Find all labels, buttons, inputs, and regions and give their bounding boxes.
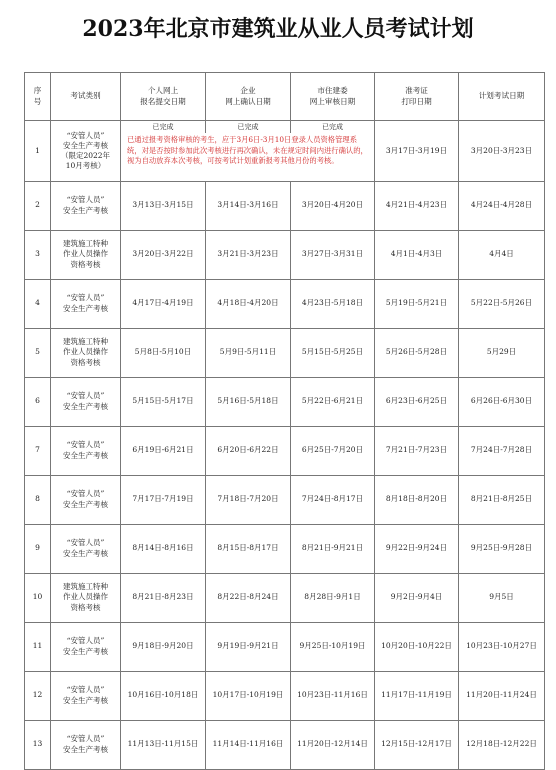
row-type-line: 建筑施工特种: [63, 337, 108, 347]
status-personal: 已完成: [121, 121, 206, 134]
row-type: [51, 426, 121, 475]
row-seq: 10: [25, 573, 51, 622]
row-bureau: 10月23日-11月16日: [291, 671, 375, 720]
row-enterprise: 9月19日-9月21日: [206, 622, 291, 671]
header-enterprise: 企业 网上确认日期: [206, 73, 291, 121]
row-type-line: “安管人员”: [66, 440, 105, 450]
header-bureau: 市住建委 网上审核日期: [291, 73, 375, 121]
row-type-line: 建筑施工特种: [63, 582, 108, 592]
row-personal: 6月19日-6月21日: [121, 426, 206, 475]
row-exam: 3月20日-3月23日: [459, 121, 545, 182]
row-enterprise: 5月16日-5月18日: [206, 377, 291, 426]
row-enterprise: 8月22日-8月24日: [206, 573, 291, 622]
header-personal: 个人网上 报名提交日期: [121, 73, 206, 121]
page-title: 2023年北京市建筑业从业人员考试计划: [82, 16, 474, 42]
row-admit: 12月15日-12月17日: [375, 720, 459, 769]
row-type-line: “安管人员”: [66, 636, 105, 646]
row-personal: 9月18日-9月20日: [121, 622, 206, 671]
row-type-line: “安管人员”: [66, 195, 105, 205]
row-seq: 4: [25, 279, 51, 328]
row-admit: 6月23日-6月25日: [375, 377, 459, 426]
row-admit: 4月1日-4月3日: [375, 230, 459, 279]
row-type-line: 资格考核: [70, 259, 101, 269]
row-exam: 9月5日: [459, 573, 545, 622]
row-personal: 8月14日-8月16日: [121, 524, 206, 573]
row-type-line: “安管人员”: [66, 685, 105, 695]
row-seq: 1: [25, 121, 51, 182]
row-type-line: 安全生产考核: [63, 499, 108, 509]
header-seq: 序 号: [25, 73, 51, 121]
table-row: [25, 671, 545, 720]
row-admit: 9月22日-9月24日: [375, 524, 459, 573]
row-personal: 7月17日-7月19日: [121, 475, 206, 524]
row-admit: 5月26日-5月28日: [375, 328, 459, 377]
row-type-line: “安管人员”: [66, 293, 105, 303]
row-type-line: 资格考核: [70, 602, 101, 612]
row-admit: 11月17日-11月19日: [375, 671, 459, 720]
row-type: [51, 720, 121, 769]
row-seq: 9: [25, 524, 51, 573]
table-row: [25, 279, 545, 328]
status-bureau: 已完成: [291, 121, 375, 134]
row-exam: 9月25日-9月28日: [459, 524, 545, 573]
table-row: [25, 475, 545, 524]
row-type: [51, 524, 121, 573]
table-row: [25, 524, 545, 573]
row-admit: 8月18日-8月20日: [375, 475, 459, 524]
row-bureau: 11月20日-12月14日: [291, 720, 375, 769]
row-type: [51, 279, 121, 328]
row-enterprise: 3月21日-3月23日: [206, 230, 291, 279]
row-exam: 4月4日: [459, 230, 545, 279]
row-exam: 5月22日-5月26日: [459, 279, 545, 328]
table-row: [25, 121, 545, 134]
table-row: [25, 720, 545, 769]
row-type: [51, 622, 121, 671]
row-bureau: 4月23日-5月18日: [291, 279, 375, 328]
table-row: [25, 377, 545, 426]
row-seq: 8: [25, 475, 51, 524]
row-type: [51, 573, 121, 622]
row-enterprise: 6月20日-6月22日: [206, 426, 291, 475]
row-admit: 5月19日-5月21日: [375, 279, 459, 328]
row-enterprise: 11月14日-11月16日: [206, 720, 291, 769]
table-body: [25, 181, 545, 769]
table-row: [25, 573, 545, 622]
row-bureau: 5月22日-6月21日: [291, 377, 375, 426]
row-type-line: “安管人员”: [66, 391, 105, 401]
row-bureau: 3月20日-4月20日: [291, 181, 375, 230]
status-enterprise: 已完成: [206, 121, 291, 134]
row-exam: 10月23日-10月27日: [459, 622, 545, 671]
table-row: [25, 328, 545, 377]
row-type-line: 作业人员操作: [63, 249, 108, 259]
row-seq: 2: [25, 181, 51, 230]
row-type: [51, 181, 121, 230]
row-type-line: “安管人员”: [66, 538, 105, 548]
table-header-row: [25, 73, 545, 121]
row-bureau: 3月27日-3月31日: [291, 230, 375, 279]
row-type-line: “安管人员”: [66, 734, 105, 744]
row-admit: 3月17日-3月19日: [375, 121, 459, 182]
row-exam: 12月18日-12月22日: [459, 720, 545, 769]
table-row: [25, 426, 545, 475]
row-bureau: 5月15日-5月25日: [291, 328, 375, 377]
row-personal: 5月15日-5月17日: [121, 377, 206, 426]
row-personal: 11月13日-11月15日: [121, 720, 206, 769]
row-type: [51, 671, 121, 720]
row-type-line: 安全生产考核: [63, 205, 108, 215]
row-personal: 5月8日-5月10日: [121, 328, 206, 377]
row-type-line: 安全生产考核: [63, 744, 108, 754]
row-admit: 4月21日-4月23日: [375, 181, 459, 230]
row-exam: 4月24日-4月28日: [459, 181, 545, 230]
row-type-line: 安全生产考核: [63, 450, 108, 460]
row-type-line: 安全生产考核: [63, 401, 108, 411]
row-type-line: 作业人员操作: [63, 592, 108, 602]
row-admit: 9月2日-9月4日: [375, 573, 459, 622]
row-type: “安管人员” 安全生产考核 （限定2022年 10月考核）: [51, 121, 121, 182]
row-seq: 13: [25, 720, 51, 769]
row-personal: 4月17日-4月19日: [121, 279, 206, 328]
row-enterprise: 10月17日-10月19日: [206, 671, 291, 720]
row-bureau: 8月28日-9月1日: [291, 573, 375, 622]
row-seq: 5: [25, 328, 51, 377]
row-exam: 7月24日-7月28日: [459, 426, 545, 475]
row-enterprise: 3月14日-3月16日: [206, 181, 291, 230]
row-type: [51, 475, 121, 524]
row-exam: 6月26日-6月30日: [459, 377, 545, 426]
header-exam: 计划考试日期: [459, 73, 545, 121]
row-bureau: 8月21日-9月21日: [291, 524, 375, 573]
row-personal: 3月13日-3月15日: [121, 181, 206, 230]
row-exam: 8月21日-8月25日: [459, 475, 545, 524]
row-type-line: 安全生产考核: [63, 695, 108, 705]
row-enterprise: 5月9日-5月11日: [206, 328, 291, 377]
row-type-line: 作业人员操作: [63, 347, 108, 357]
row-admit: 7月21日-7月23日: [375, 426, 459, 475]
header-admit: 准考证 打印日期: [375, 73, 459, 121]
row-type: [51, 230, 121, 279]
exam-schedule-table: [24, 72, 545, 770]
row-bureau: 9月25日-10月19日: [291, 622, 375, 671]
row-type-line: 安全生产考核: [63, 646, 108, 656]
row-seq: 7: [25, 426, 51, 475]
row-type: [51, 328, 121, 377]
table-row: [25, 230, 545, 279]
table-row: [25, 622, 545, 671]
row-enterprise: 8月15日-8月17日: [206, 524, 291, 573]
reconfirm-notice: 已通过报考资格审核的考生，应于3月6日-3月10日登录人员资格管理系统，对是否按时参加此次考核进行再次确认，未在规定时间内进行确认的，视为自动放弃本次考核，可按考试计划重新报考其他月份的考核。: [121, 133, 375, 181]
row-type-line: 资格考核: [70, 357, 101, 367]
row-type-line: 安全生产考核: [63, 303, 108, 313]
row-seq: 12: [25, 671, 51, 720]
row-seq: 3: [25, 230, 51, 279]
table-row: [25, 181, 545, 230]
row-personal: 8月21日-8月23日: [121, 573, 206, 622]
row-bureau: 7月24日-8月17日: [291, 475, 375, 524]
row-enterprise: 7月18日-7月20日: [206, 475, 291, 524]
row-exam: 11月20日-11月24日: [459, 671, 545, 720]
row-exam: 5月29日: [459, 328, 545, 377]
row-personal: 10月16日-10月18日: [121, 671, 206, 720]
row-seq: 11: [25, 622, 51, 671]
row-type-line: 建筑施工特种: [63, 239, 108, 249]
row-type-line: 安全生产考核: [63, 548, 108, 558]
row-type-line: “安管人员”: [66, 489, 105, 499]
row-type: [51, 377, 121, 426]
row-admit: 10月20日-10月22日: [375, 622, 459, 671]
row-personal: 3月20日-3月22日: [121, 230, 206, 279]
row-bureau: 6月25日-7月20日: [291, 426, 375, 475]
row-enterprise: 4月18日-4月20日: [206, 279, 291, 328]
row-seq: 6: [25, 377, 51, 426]
header-type: 考试类别: [51, 73, 121, 121]
